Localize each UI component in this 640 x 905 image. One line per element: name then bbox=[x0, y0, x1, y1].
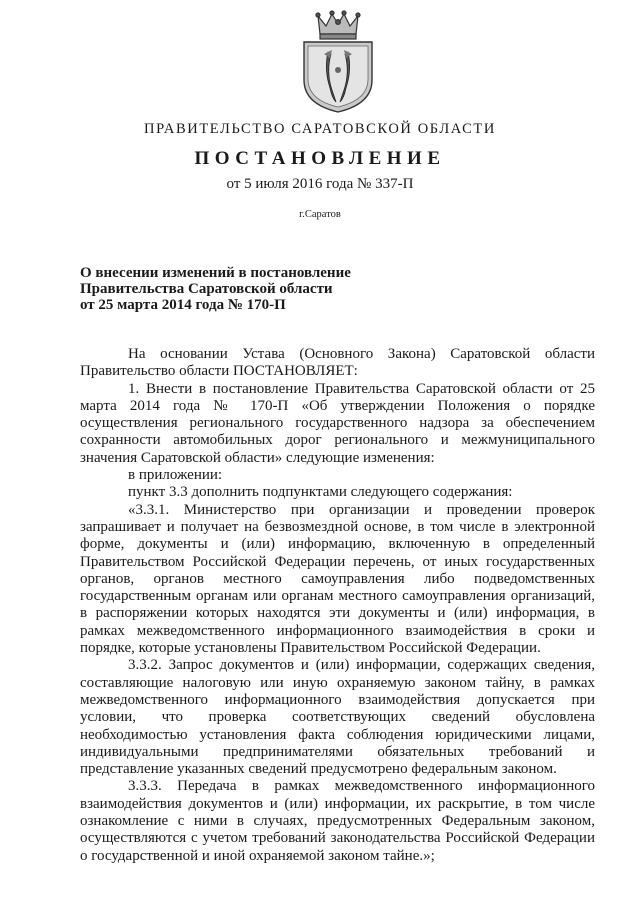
document-type: ПОСТАНОВЛЕНИЕ bbox=[194, 148, 446, 169]
subject-line-3: от 25 марта 2014 года № 170-П bbox=[80, 297, 286, 313]
body-paragraph-amend-clause: пункт 3.3 дополнить подпунктами следующего содержания: bbox=[128, 484, 513, 501]
body-paragraph-preamble: На основании Устава (Основного Закона) Саратовской области Правительство области ПОСТАНОВЛЯЕТ: bbox=[80, 346, 595, 380]
organization-name: ПРАВИТЕЛЬСТВО САРАТОВСКОЙ ОБЛАСТИ bbox=[144, 121, 496, 137]
body-paragraph-3-3-1: «3.3.1. Министерство при организации и проведении проверок запрашивает и получает на безвозмездной основе, в том числе в электронной форме, документы и (или) информацию, включенную в определенный Правительством Российской Федерации перечень, от иных государственных органов, органов местного самоуправления либо подведомственных государственным органам или органам местного самоуправления организаций, в распоряжении которых находятся эти документы и (или) информация, в рамках межведомственного информационного взаимодействия в сроки и порядке, которые установлены Правительством Российской Федерации. bbox=[80, 501, 595, 657]
body-paragraph-item-1: 1. Внести в постановление Правительства Саратовской области от 25 марта 2014 года № 170-П «Об утверждении Положения о порядке осуществления регионального государственного надзора за обеспечением сохранности автомобильных дорог регионального и межмуниципального значения Саратовской области» следующие изменения: bbox=[80, 380, 595, 466]
body-paragraph-3-3-2: 3.3.2. Запрос документов и (или) информации, содержащих сведения, составляющие налоговую или иную охраняемую законом тайну, в рамках межведомственного информационного взаимодействия допускается при условии, что проверка соответствующих сведений обусловлена необходимостью установления факта соблюдения юридическими лицами, индивидуальными предпринимателями обязательных требований и представление указанных сведений предусмотрено федеральным законом. bbox=[80, 657, 595, 778]
subject-line-1: О внесении изменений в постановление bbox=[80, 265, 351, 281]
document-city: г.Саратов bbox=[299, 209, 341, 220]
subject-line-2: Правительства Саратовской области bbox=[80, 281, 333, 297]
document-body bbox=[80, 346, 595, 865]
saratov-coat-of-arms-icon bbox=[296, 10, 380, 114]
document-subject bbox=[80, 265, 400, 313]
body-paragraph-3-3-3: 3.3.3. Передача в рамках межведомственного информационного взаимодействия документов и (или) информации, их раскрытие, в том числе ознакомление с ними в случаях, предусмотренных Федеральным законом, осуществляются с учетом требований законодательства Российской Федерации о государственной и иной охраняемой законом тайне.»; bbox=[80, 778, 595, 864]
body-paragraph-in-annex: в приложении: bbox=[128, 467, 223, 484]
document-date-number: от 5 июля 2016 года № 337-П bbox=[226, 176, 414, 192]
